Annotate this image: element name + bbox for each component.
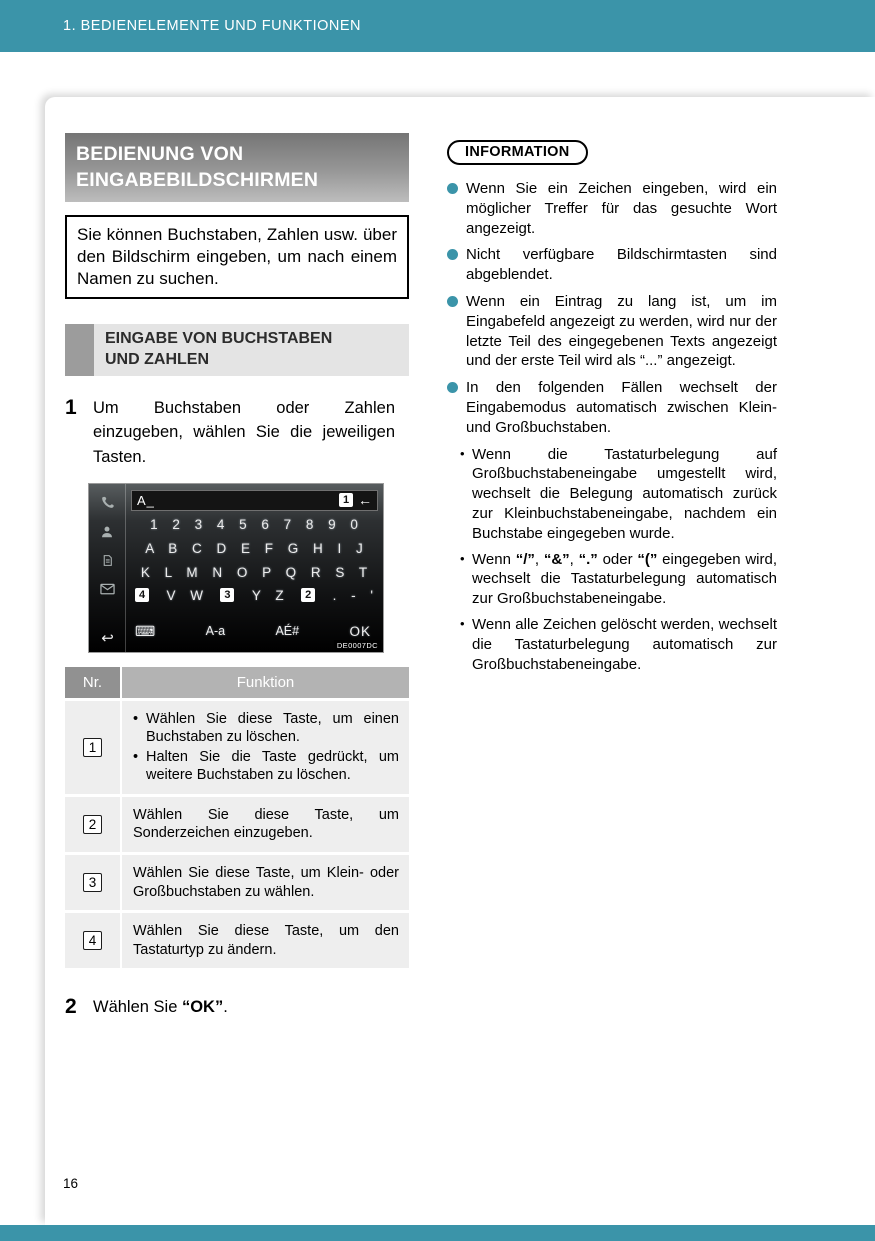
section-header	[65, 324, 409, 376]
page-number: 16	[63, 1176, 79, 1191]
info-sub-bullet-text	[472, 550, 777, 609]
info-bullet-item	[447, 245, 777, 285]
step-1-text: Um Buchstaben oder Zahlen einzugeben, wählen Sie die jeweiligen Tasten.	[93, 398, 395, 466]
section-accent-square	[65, 324, 94, 376]
page-title-line2: EINGABEBILDSCHIRMEN	[76, 169, 319, 192]
section-title	[94, 324, 332, 376]
mail-icon	[100, 582, 115, 600]
input-value: A_	[137, 492, 155, 508]
callout-box-4: 4	[83, 931, 102, 950]
keyboard-keys: V W	[166, 587, 203, 603]
info-bullet-item	[447, 179, 777, 238]
table-bullet-text: • Wählen Sie diese Taste, um einen Buchstaben zu löschen.	[146, 710, 399, 746]
sub-text-part: oder	[597, 550, 638, 568]
case-toggle-key: A-a	[205, 624, 226, 639]
table-bullet	[133, 710, 399, 747]
callout-2-badge: 2	[301, 588, 315, 602]
bullet-dot-icon	[447, 183, 458, 194]
table-row-2-text-cell: Wählen Sie diese Taste, um Sonderzeichen einzugeben.	[122, 797, 409, 852]
table-row-1-number-cell	[65, 701, 120, 794]
step-2	[65, 995, 409, 1020]
chapter-header-bar	[0, 0, 875, 52]
table-bullet-text: • Halten Sie die Taste gedrückt, um weitere Buchstaben zu löschen.	[146, 748, 399, 784]
keyboard-keys: Y Z	[251, 587, 284, 603]
keyboard-keys: . - '	[332, 587, 373, 603]
step-2-text-suffix: .	[223, 998, 228, 1017]
screen-sidebar	[89, 484, 126, 652]
info-sub-bullet-text: • Wenn die Tastaturbelegung auf Großbuchstabeneingabe umgestellt wird, wechselt die Belegung automatisch zurück zur Kleinbuchstabeneingabe, nachdem ein Buchstabe eingegeben wurde.	[472, 445, 777, 542]
callout-4-badge: 4	[135, 588, 149, 602]
sub-text-part: ,	[569, 550, 579, 568]
keyboard-row-digits: 1 2 3 4 5 6 7 8 9 0	[150, 516, 358, 532]
table-header-nr: Nr.	[65, 667, 120, 698]
return-icon: ↩	[101, 629, 114, 647]
keyboard-row-letters-1: A B C D E F G H I J	[145, 540, 363, 556]
callout-box-2: 2	[83, 815, 102, 834]
sub-text-bold: “/”	[515, 550, 535, 568]
table-row-4-text-cell: Wählen Sie diese Taste, um den Tastaturtyp zu ändern.	[122, 913, 409, 968]
chapter-title: 1. BEDIENELEMENTE UND FUNKTIONEN	[63, 18, 361, 34]
callout-3-badge: 3	[220, 588, 234, 602]
contact-icon	[100, 525, 114, 544]
backspace-icon: ←	[358, 492, 372, 509]
table-header-funktion: Funktion	[122, 667, 409, 698]
keyboard-layout-icon: ⌨	[135, 622, 156, 639]
information-title: INFORMATION	[447, 140, 588, 165]
sub-text-bold: “&”	[543, 550, 570, 568]
device-screenshot	[88, 483, 384, 653]
info-bullet-item	[447, 378, 777, 437]
sub-text-bold: “(”	[637, 550, 658, 568]
info-sub-bullet-item	[460, 550, 777, 609]
keyboard-row-letters-2: K L M N O P Q R S T	[140, 564, 368, 580]
keyboard-row-letters-3	[135, 588, 373, 603]
sub-text-part: eingegeben wird, wechselt die Tastaturbelegung automatisch zur Großbuchstabeneingabe.	[472, 550, 778, 608]
left-column	[65, 133, 409, 1020]
page-title-block	[65, 133, 409, 202]
document-icon	[101, 554, 114, 572]
info-sub-bullet-text: • Wenn alle Zeichen gelöscht werden, wechselt die Tastaturbelegung automatisch zur Großbuchstabeneingabe.	[472, 615, 777, 673]
sub-text-bold: “.”	[578, 550, 598, 568]
intro-box: Sie können Buchstaben, Zahlen usw. über den Bildschirm eingeben, um nach einem Namen zu suchen.	[65, 215, 409, 299]
table-row-3-text-cell: Wählen Sie diese Taste, um Klein- oder Großbuchstaben zu wählen.	[122, 855, 409, 910]
footer-accent-bar	[0, 1225, 875, 1241]
step-2-text-prefix: Wählen Sie	[93, 998, 182, 1017]
table-bullet	[133, 748, 399, 785]
info-bullet-text: Wenn Sie ein Zeichen eingeben, wird ein möglicher Treffer für das gesuchte Wort angezeigt.	[466, 180, 777, 237]
bullet-dot-icon	[447, 382, 458, 393]
table-row-3-number-cell	[65, 855, 120, 910]
information-panel	[447, 140, 777, 680]
keyboard-function-row	[135, 623, 371, 640]
info-sub-bullet-item	[460, 615, 777, 674]
info-bullet-item	[447, 292, 777, 371]
info-bullet-text: Wenn ein Eintrag zu lang ist, um im Eingabefeld angezeigt zu werden, wird nur der letzte Teil des eingegebenen Texts angezeigt und der erste Teil wird als “...” angezeigt.	[466, 292, 777, 370]
table-row-4-number-cell	[65, 913, 120, 968]
step-1	[65, 396, 409, 470]
step-2-text	[93, 995, 409, 1020]
function-table	[65, 667, 409, 968]
special-chars-key: AÉ#	[275, 624, 300, 639]
callout-box-1: 1	[83, 738, 102, 757]
sub-text-part: Wenn	[472, 550, 516, 568]
step-2-ok-label: “OK”	[181, 998, 224, 1017]
bullet-dot-icon	[447, 296, 458, 307]
ok-key: OK	[349, 623, 371, 639]
step-2-number: 2	[65, 995, 77, 1019]
table-row-1-text-cell	[122, 701, 409, 794]
step-1-number: 1	[65, 395, 77, 419]
phone-icon	[100, 495, 115, 515]
info-bullet-text: Nicht verfügbare Bildschirmtasten sind abgeblendet.	[466, 246, 777, 284]
callout-box-3: 3	[83, 873, 102, 892]
section-title-line1: EINGABE VON BUCHSTABEN	[105, 329, 333, 347]
content-card	[45, 97, 875, 1225]
information-list	[447, 179, 777, 674]
info-bullet-text: In den folgenden Fällen wechselt der Eingabemodus automatisch zwischen Klein- und Großbuchstaben.	[466, 379, 777, 436]
bullet-dot-icon	[447, 249, 458, 260]
section-title-line2: UND ZAHLEN	[105, 350, 209, 368]
callout-1-badge: 1	[339, 493, 353, 507]
sub-text-part: ,	[534, 550, 544, 568]
info-sub-bullet-item	[460, 445, 777, 544]
page-title-line1: BEDIENUNG VON	[76, 143, 244, 165]
table-row-2-number-cell	[65, 797, 120, 852]
text-input-field	[131, 490, 378, 511]
figure-caption: DE0007DC	[334, 640, 381, 651]
